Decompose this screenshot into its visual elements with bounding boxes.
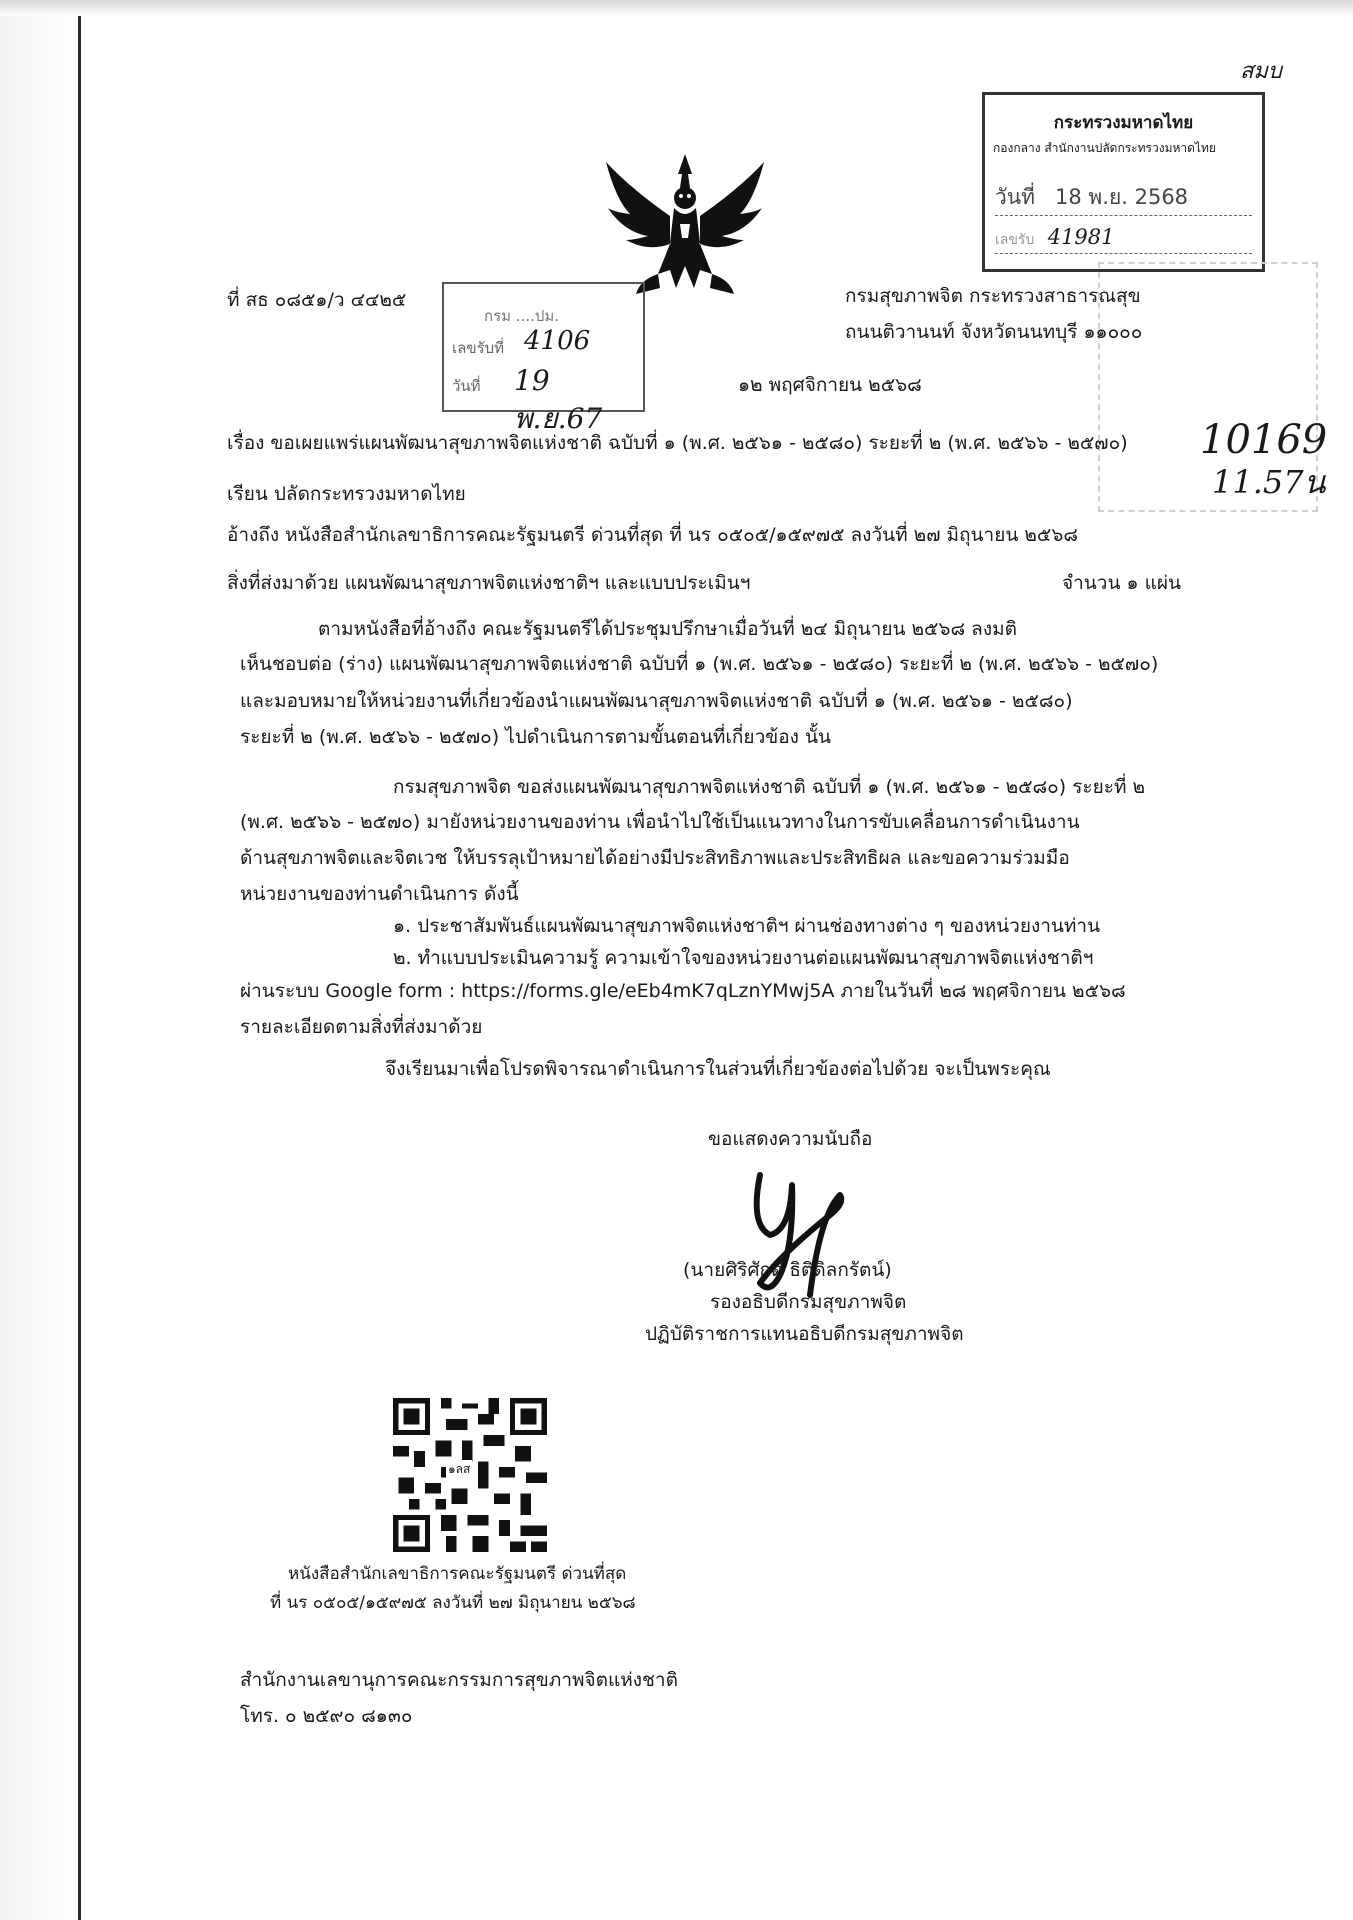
corner-handwritten-note: สมบ: [1240, 59, 1282, 84]
handwritten-number-1: 10169: [1200, 417, 1328, 463]
letter-date: ๑๒ พฤศจิกายน ๒๕๖๘: [738, 374, 922, 396]
moi-stamp-number: [995, 225, 1115, 251]
sender-address-line-1: กรมสุขภาพจิต กระทรวงสาธารณสุข: [845, 285, 1141, 307]
signer-position: รองอธิบดีกรมสุขภาพจิต: [710, 1291, 907, 1313]
moi-stamp-date-value: 18 พ.ย. 2568: [1055, 185, 1189, 209]
handwritten-number-2: 11.57น: [1212, 463, 1326, 501]
letter-recipient: เรียน ปลัดกระทรวงมหาดไทย: [227, 483, 466, 505]
moi-stamp-number-label: เลขรับ: [995, 232, 1035, 248]
moi-stamp-subtitle: กองกลาง สำนักงานปลัดกระทรวงมหาดไทย: [993, 141, 1216, 155]
scan-left-edge: [78, 0, 81, 1920]
para2-line: (พ.ศ. ๒๕๖๖ - ๒๕๗๐) มายังหน่วยงานของท่าน เพื่อนำไปใช้เป็นแนวทางในการขับเคลื่อนการดำเนินงาน: [240, 811, 1080, 833]
dept-stamp-number-value: 4106: [524, 326, 591, 356]
moi-stamp-title: กระทรวงมหาดไทย: [1053, 113, 1194, 133]
para1-line: เห็นชอบต่อ (ร่าง) แผนพัฒนาสุขภาพจิตแห่งชาติ ฉบับที่ ๑ (พ.ศ. ๒๕๖๑ - ๒๕๘๐) ระยะที่ ๒ (พ.ศ. ๒๕๖๖ - ๒๕๗๐): [240, 653, 1159, 675]
qr-overlay-mark: ๑ลส: [446, 1460, 472, 1479]
qr-caption-line-1: หนังสือสำนักเลขาธิการคณะรัฐมนตรี ด่วนที่สุด: [288, 1564, 627, 1584]
letter-subject: เรื่อง ขอเผยแพร่แผนพัฒนาสุขภาพจิตแห่งชาติ ฉบับที่ ๑ (พ.ศ. ๒๕๖๑ - ๒๕๘๐) ระยะที่ ๒ (พ.ศ. ๒๕๖๖ - ๒๕๗๐): [227, 432, 1128, 454]
action-item-2-link-line: ผ่านระบบ Google form : https://forms.gle/eEb4mK7qLznYMwj5A ภายในวันที่ ๒๘ พฤศจิกายน ๒๕๖๘: [240, 980, 1126, 1002]
dept-stamp-number-label: เลขรับที่: [452, 339, 505, 357]
action-item-2: ๒. ทำแบบประเมินความรู้ ความเข้าใจของหน่วยงานต่อแผนพัฒนาสุขภาพจิตแห่งชาติฯ: [393, 947, 1094, 969]
letter-reference: อ้างถึง หนังสือสำนักเลขาธิการคณะรัฐมนตรี ด่วนที่สุด ที่ นร ๐๕๐๕/๑๕๙๗๕ ลงวันที่ ๒๗ มิถุนายน ๒๕๖๘: [227, 524, 1079, 546]
regards: ขอแสดงความนับถือ: [708, 1128, 873, 1150]
dept-stamp-date-label: วันที่: [452, 377, 481, 395]
moi-stamp-rule: [995, 215, 1252, 216]
moi-received-stamp: [982, 92, 1265, 272]
moi-stamp-date-label: วันที่: [995, 185, 1035, 209]
signer-acting: ปฏิบัติราชการแทนอธิบดีกรมสุขภาพจิต: [645, 1323, 964, 1345]
para1-line: ระยะที่ ๒ (พ.ศ. ๒๕๖๖ - ๒๕๗๐) ไปดำเนินการตามขั้นตอนที่เกี่ยวข้อง นั้น: [240, 726, 831, 748]
para1-line: ตามหนังสือที่อ้างถึง คณะรัฐมนตรีได้ประชุมปรึกษาเมื่อวันที่ ๒๔ มิถุนายน ๒๕๖๘ ลงมติ: [318, 618, 1017, 640]
scan-left-shadow: [0, 0, 78, 1920]
para2-line: ด้านสุขภาพจิตและจิตเวช ให้บรรลุเป้าหมายได้อย่างมีประสิทธิภาพและประสิทธิผล และขอความร่วมมือ: [240, 847, 1070, 869]
action-item-1: ๑. ประชาสัมพันธ์แผนพัฒนาสุขภาพจิตแห่งชาติฯ ผ่านช่องทางต่าง ๆ ของหน่วยงานท่าน: [393, 915, 1101, 937]
dept-stamp-date-value: 19 พ.ย.67: [514, 364, 603, 435]
office-phone: โทร. ๐ ๒๕๙๐ ๘๑๓๐: [240, 1705, 413, 1727]
action-item-2-details: รายละเอียดตามสิ่งที่ส่งมาด้วย: [240, 1016, 483, 1038]
signer-name: (นายศิริศักดิ์ ธิติดิลกรัตน์): [683, 1259, 892, 1281]
closing-sentence: จึงเรียนมาเพื่อโปรดพิจารณาดำเนินการในส่วนที่เกี่ยวข้องต่อไปด้วย จะเป็นพระคุณ: [385, 1058, 1051, 1080]
qr-caption-line-2: ที่ นร ๐๕๐๕/๑๕๙๗๕ ลงวันที่ ๒๗ มิถุนายน ๒๕๖๘: [270, 1593, 636, 1613]
letter-enclosure: สิ่งที่ส่งมาด้วย แผนพัฒนาสุขภาพจิตแห่งชาติฯ และแบบประเมินฯ: [227, 572, 751, 594]
moi-stamp-date: [995, 181, 1188, 214]
office-name: สำนักงานเลขานุการคณะกรรมการสุขภาพจิตแห่งชาติ: [240, 1669, 678, 1691]
para2-line: กรมสุขภาพจิต ขอส่งแผนพัฒนาสุขภาพจิตแห่งชาติ ฉบับที่ ๑ (พ.ศ. ๒๕๖๑ - ๒๕๘๐) ระยะที่ ๒: [393, 776, 1146, 798]
moi-stamp-number-value: 41981: [1047, 225, 1115, 249]
dept-stamp-title: กรม ....ปม.: [484, 307, 560, 325]
reference-number: ที่ สธ ๐๘๕๑/ว ๔๔๒๕: [227, 289, 407, 311]
enclosure-count: จำนวน ๑ แผ่น: [1062, 572, 1181, 594]
department-received-stamp: [442, 282, 645, 435]
garuda-emblem-icon: [600, 148, 770, 298]
scan-top-band: [0, 0, 1353, 16]
sender-address-line-2: ถนนติวานนท์ จังหวัดนนทบุรี ๑๑๐๐๐: [845, 321, 1143, 343]
moi-stamp-rule-2: [995, 253, 1252, 254]
para2-line: หน่วยงานของท่านดำเนินการ ดังนี้: [240, 883, 519, 905]
para1-line: และมอบหมายให้หน่วยงานที่เกี่ยวข้องนำแผนพัฒนาสุขภาพจิตแห่งชาติ ฉบับที่ ๑ (พ.ศ. ๒๕๖๑ - ๒๕๘๐): [240, 690, 1073, 712]
